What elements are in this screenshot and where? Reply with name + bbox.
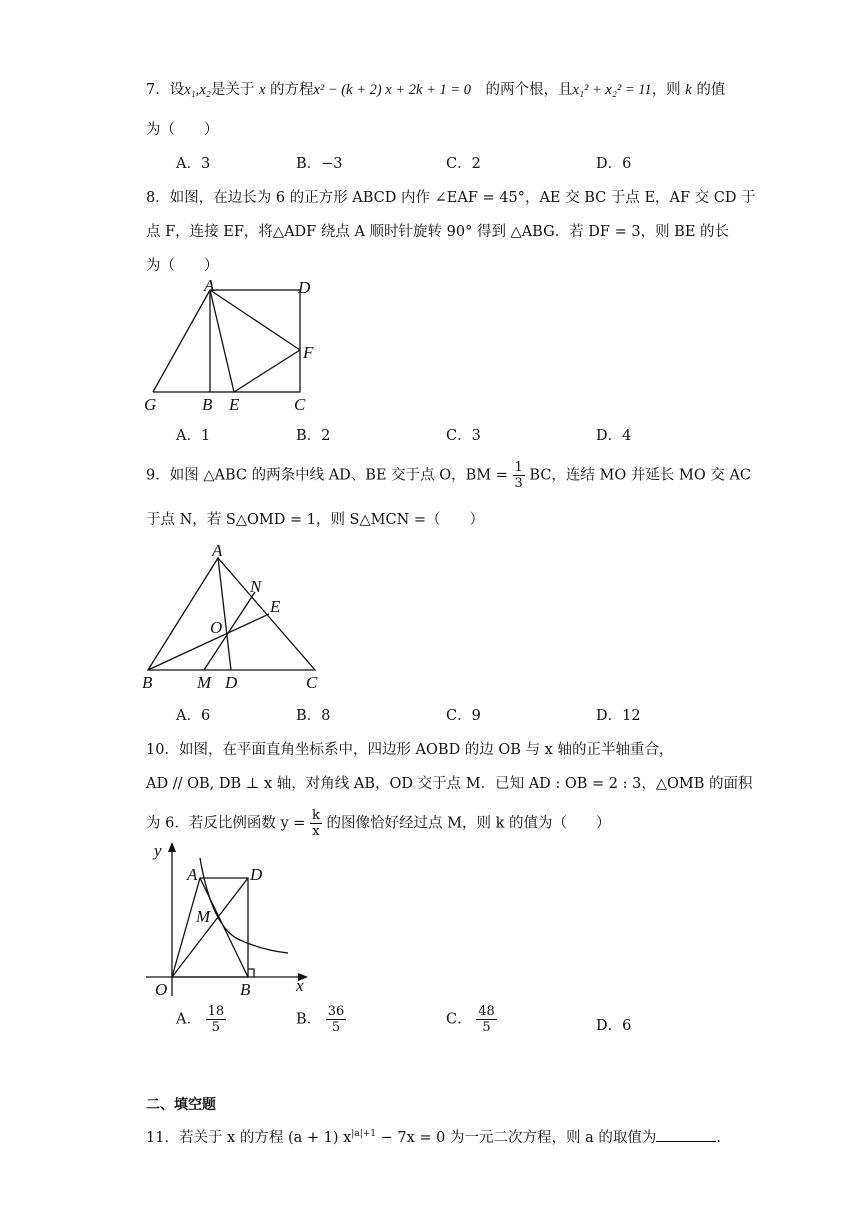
- label-a: A: [204, 278, 215, 295]
- q7-option-c: C．2: [446, 156, 481, 172]
- frac-den: 3: [514, 476, 523, 491]
- label-c: C: [294, 395, 306, 414]
- q10-line1: 10．如图，在平面直角坐标系中，四边形 AOBD 的边 OB 与 x 轴的正半轴重合，: [146, 742, 674, 758]
- frac-num: 48: [478, 1004, 495, 1019]
- q10-option-c: [446, 1004, 497, 1035]
- q9-text: 9．如图 △ABC 的两条中线 AD、BE 交于点 O，BM =: [146, 467, 508, 484]
- q11-exponent: |a|+1: [351, 1129, 376, 1140]
- q7-text: 是关于: [210, 82, 255, 98]
- q11-text: 11．若关于 x 的方程 (a + 1) x: [146, 1130, 352, 1146]
- q7-var-x: x: [258, 82, 266, 98]
- q8-option-b: B．2: [296, 428, 331, 444]
- q10-option-a: [176, 1004, 226, 1035]
- label-b: B: [142, 673, 153, 692]
- segment-af: [210, 290, 300, 350]
- q7-line2: 为（ ）: [146, 122, 219, 138]
- q9-option-a: A．6: [176, 708, 211, 724]
- label-m: M: [196, 907, 211, 926]
- q7-option-b: B．−3: [296, 156, 343, 172]
- q7-text: ，则: [651, 82, 681, 98]
- q7-text: 7．设: [146, 82, 185, 98]
- q10-text: 为 6．若反比例函数 y =: [146, 815, 306, 832]
- q8-option-d: D．4: [596, 428, 632, 444]
- label-g: G: [144, 395, 157, 414]
- q10-option-b: [296, 1004, 346, 1035]
- q7-option-d: D．6: [596, 156, 632, 172]
- q8-line3: 为（ ）: [146, 258, 219, 274]
- q8-line1: 8．如图，在边长为 6 的正方形 ABCD 内作 ∠EAF = 45°，AE 交 BC 于点 E，AF 交 CD 于: [146, 190, 756, 206]
- label-x: x: [296, 976, 304, 995]
- frac-num: 36: [327, 1004, 345, 1019]
- q9-option-b: B．8: [296, 708, 331, 724]
- label-e: E: [229, 395, 240, 414]
- q10-text: 的图像恰好经过点 M，则 k 的值为（ ）: [326, 815, 611, 832]
- label-o: O: [155, 980, 168, 998]
- answer-blank[interactable]: [656, 1127, 716, 1142]
- q9-option-c: C．9: [446, 708, 481, 724]
- label-n: N: [250, 577, 262, 596]
- label-d: D: [225, 673, 238, 692]
- q10-figure: [140, 838, 320, 998]
- segment-ag: [153, 290, 210, 392]
- q9-line2: 于点 N，若 S△OMD = 1，则 S△MCN =（ ）: [146, 512, 485, 528]
- option-fraction: [206, 1004, 227, 1035]
- q10-line2: AD // OB, DB ⊥ x 轴，对角线 AB，OD 交于点 M．已知 AD : OB = 2 : 3，△OMB 的面积: [146, 776, 753, 792]
- q10-option-d: D．6: [596, 1018, 632, 1034]
- triangle-abc: [148, 558, 315, 670]
- section-heading: 二、填空题: [146, 1097, 216, 1113]
- q8-line2: 点 F，连接 EF，将△ADF 绕点 A 顺时针旋转 90° 得到 △ABG．若 DF = 3，则 BE 的长: [146, 224, 730, 240]
- q7-text: 的方程: [269, 82, 314, 98]
- q7-line1: [146, 78, 725, 99]
- q7-condition: x₁² + x₂² = 11: [572, 82, 652, 98]
- label-d: D: [250, 865, 263, 884]
- q11-end: .: [716, 1130, 721, 1146]
- q11-line: [146, 1126, 721, 1147]
- segment-ef: [234, 350, 300, 392]
- option-prefix: A．: [176, 1011, 201, 1028]
- label-f: F: [303, 343, 314, 362]
- frac-den: x: [312, 824, 320, 839]
- label-e: E: [270, 597, 281, 616]
- q10-fraction: [310, 808, 322, 839]
- frac-den: 5: [482, 1020, 491, 1035]
- frac-den: 5: [211, 1020, 220, 1035]
- label-d: D: [298, 278, 311, 297]
- q10-line3: [146, 808, 610, 839]
- option-fraction: [326, 1004, 347, 1035]
- label-a: A: [187, 865, 198, 884]
- q7-vars: x₁,x₂: [184, 82, 211, 98]
- label-b: B: [202, 395, 213, 414]
- y-axis-arrow-icon: [168, 842, 176, 852]
- right-angle-mark: [248, 969, 254, 977]
- label-c: C: [306, 673, 318, 692]
- median-ad: [218, 558, 231, 670]
- q7-text: 的值: [696, 82, 726, 98]
- q9-figure: [140, 540, 330, 692]
- q9-text: BC，连结 MO 并延长 MO 交 AC: [529, 467, 752, 484]
- label-b: B: [240, 980, 251, 998]
- option-fraction: [476, 1004, 497, 1035]
- label-y: y: [154, 841, 162, 860]
- label-a: A: [212, 541, 223, 560]
- q7-equation: x² − (k + 2) x + 2k + 1 = 0: [313, 82, 472, 98]
- q9-option-d: D．12: [596, 708, 641, 724]
- q8-figure: [140, 278, 330, 416]
- option-prefix: C．: [446, 1011, 472, 1028]
- label-o: O: [210, 618, 223, 637]
- frac-num: k: [312, 808, 320, 823]
- q7-text: 的两个根，且: [485, 82, 573, 98]
- segment-ae: [210, 290, 234, 392]
- frac-den: 5: [331, 1020, 341, 1035]
- diagonal-od: [172, 878, 248, 977]
- frac-num: 1: [514, 460, 523, 475]
- frac-num: 18: [207, 1004, 225, 1019]
- q7-var-k: k: [685, 82, 692, 98]
- option-prefix: B．: [296, 1011, 322, 1028]
- q7-option-a: A．3: [176, 156, 211, 172]
- q8-option-a: A．1: [176, 428, 211, 444]
- q11-text: − 7x = 0 为一元二次方程，则 a 的取值为: [376, 1130, 657, 1146]
- q9-line1: [146, 460, 751, 491]
- q9-fraction: [513, 460, 525, 491]
- q8-option-c: C．3: [446, 428, 481, 444]
- label-m: M: [197, 673, 212, 692]
